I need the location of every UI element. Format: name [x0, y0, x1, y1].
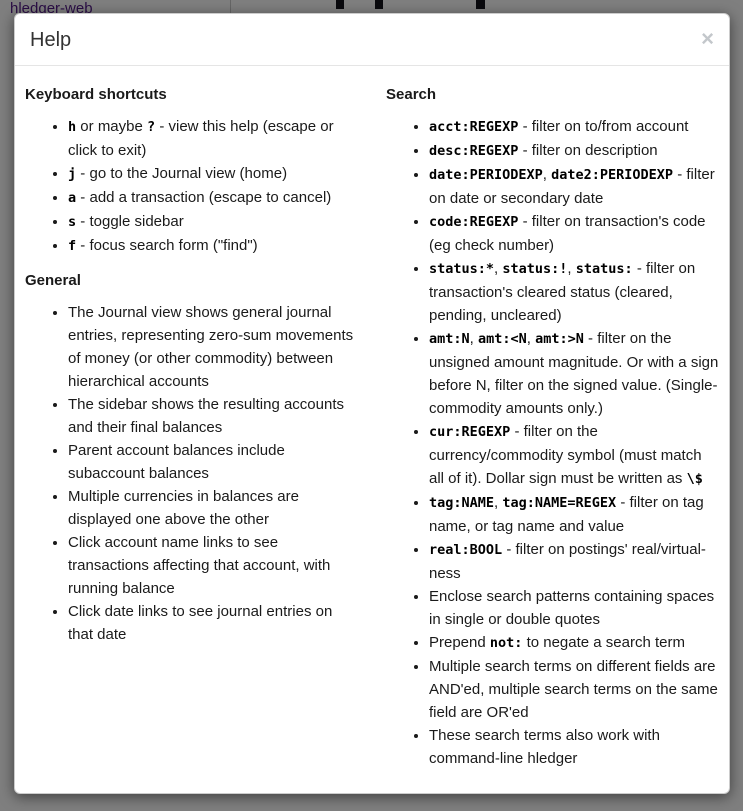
code-term: code:REGEXP: [429, 214, 519, 230]
help-list-item: • Enclose search patterns containing spaces in single or double quotes: [429, 585, 719, 631]
code-term: cur:REGEXP: [429, 424, 511, 440]
help-list-item: • These search terms also work with command-line hledger: [429, 724, 719, 770]
code-term: status:*: [429, 261, 495, 277]
help-list-item: • date:PERIODEXP, date2:PERIODEXP - filter on date or secondary date: [429, 163, 719, 210]
help-list-item: • desc:REGEXP - filter on description: [429, 139, 719, 163]
close-icon[interactable]: ×: [701, 26, 714, 51]
help-right-column: [372, 86, 723, 784]
code-term: h: [68, 119, 77, 135]
help-list-item: • status:*, status:!, status: - filter on transaction's cleared status (cleared, pending, uncleared): [429, 257, 719, 327]
help-list-item: • tag:NAME, tag:NAME=REGEX - filter on tag name, or tag name and value: [429, 491, 719, 538]
help-list-item: • cur:REGEXP - filter on the currency/commodity symbol (must match all of it). Dollar sign must be written as \$: [429, 420, 719, 491]
help-list-item: • f - focus search form ("find"): [68, 234, 358, 258]
help-list-item: • s - toggle sidebar: [68, 210, 358, 234]
help-list: [386, 106, 719, 770]
code-term: status:: [575, 261, 633, 277]
code-term: date:PERIODEXP: [429, 167, 543, 183]
help-list-item: • Parent account balances include subaccount balances: [68, 439, 358, 485]
help-list-item: • Click account name links to see transactions affecting that account, with running balance: [68, 531, 358, 600]
help-list: [25, 292, 358, 646]
code-term: tag:NAME=REGEX: [502, 495, 617, 511]
code-term: amt:N: [429, 331, 470, 347]
code-term: \$: [686, 471, 703, 487]
code-term: ?: [147, 119, 156, 135]
help-list-item: • h or maybe ? - view this help (escape or click to exit): [68, 115, 358, 162]
section-heading: Search: [386, 86, 437, 103]
code-term: status:!: [502, 261, 568, 277]
help-list-item: • The sidebar shows the resulting accounts and their final balances: [68, 393, 358, 439]
code-term: j: [68, 166, 77, 182]
code-term: tag:NAME: [429, 495, 495, 511]
code-term: not:: [489, 635, 523, 651]
help-list-item: • Prepend not: to negate a search term: [429, 631, 719, 655]
help-list-item: • The Journal view shows general journal entries, representing zero-sum movements of money (or other commodity) between hierarchical accounts: [68, 301, 358, 393]
code-term: f: [68, 238, 77, 254]
help-list-item: • amt:N, amt:<N, amt:>N - filter on the unsigned amount magnitude. Or with a sign before N, filter on the signed value. (Single-commodity amounts only.): [429, 327, 719, 420]
code-term: s: [68, 214, 77, 230]
help-list-item: • a - add a transaction (escape to cancel): [68, 186, 358, 210]
code-term: real:BOOL: [429, 542, 503, 558]
help-list-item: • code:REGEXP - filter on transaction's code (eg check number): [429, 210, 719, 257]
code-term: amt:>N: [535, 331, 584, 347]
modal-header: [15, 14, 729, 66]
code-term: amt:<N: [477, 331, 527, 347]
help-list: [25, 106, 358, 258]
help-list-item: • acct:REGEXP - filter on to/from account: [429, 115, 719, 139]
code-term: acct:REGEXP: [429, 119, 519, 135]
help-list-item: • Multiple currencies in balances are displayed one above the other: [68, 485, 358, 531]
modal-title: Help: [30, 29, 72, 51]
help-list-item: • real:BOOL - filter on postings' real/virtual-ness: [429, 538, 719, 585]
code-term: a: [68, 190, 77, 206]
help-list-item: • j - go to the Journal view (home): [68, 162, 358, 186]
section-heading: Keyboard shortcuts: [25, 86, 167, 103]
help-modal: [14, 13, 730, 794]
help-left-column: [21, 86, 372, 660]
modal-body: [15, 66, 729, 798]
section-heading: General: [25, 272, 81, 289]
help-list-item: • Multiple search terms on different fields are AND'ed, multiple search terms on the same field are OR'ed: [429, 655, 719, 724]
code-term: date2:PERIODEXP: [551, 167, 674, 183]
help-list-item: • Click date links to see journal entries on that date: [68, 600, 358, 646]
code-term: desc:REGEXP: [429, 143, 519, 159]
